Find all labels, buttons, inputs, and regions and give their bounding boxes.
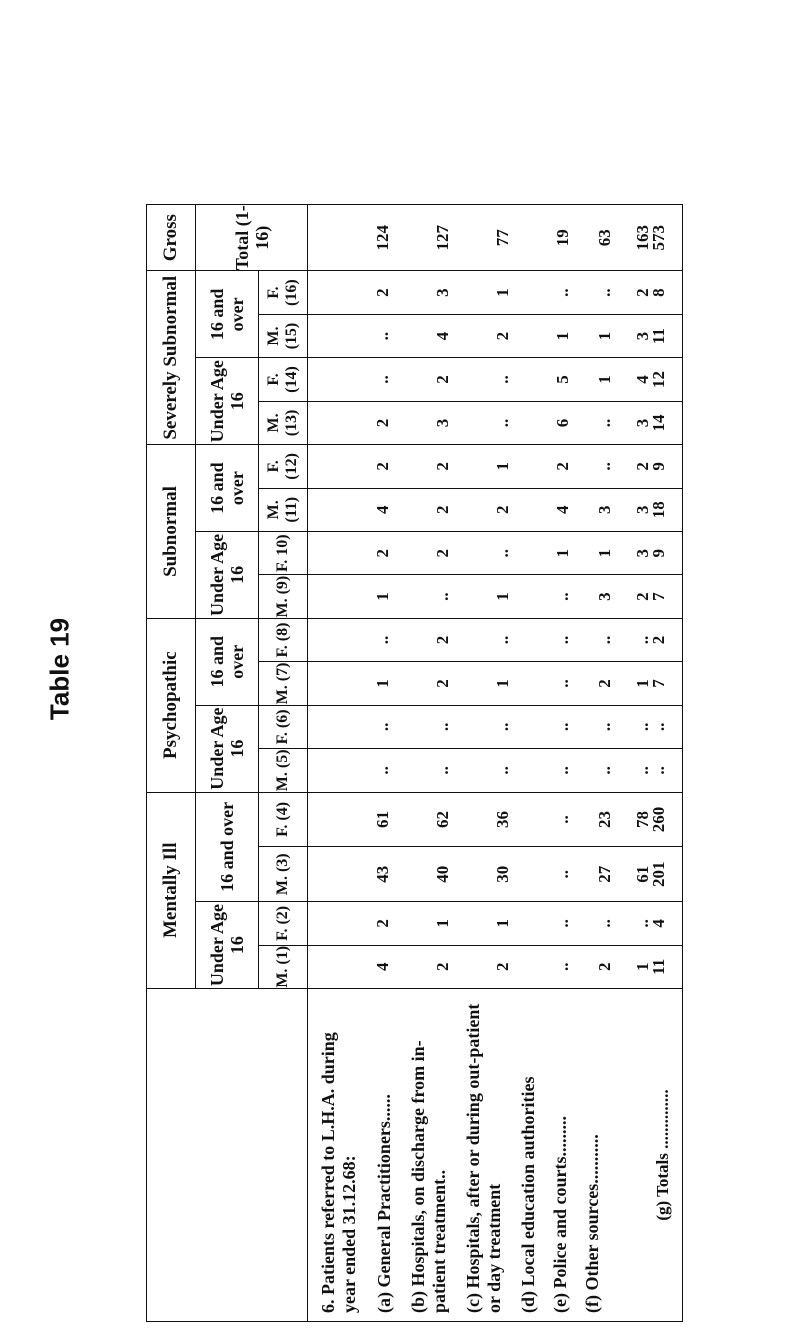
table-cell: 2 — [433, 635, 452, 645]
group-header-severely-subnormal: Severely Subnormal — [147, 271, 196, 445]
total-cell: 11 — [636, 314, 683, 357]
total-cell: 18 — [636, 488, 683, 531]
table-cell: .. — [553, 288, 572, 297]
table-cell: 2 — [433, 679, 452, 688]
total-cell: 2 — [636, 618, 683, 661]
table-cell: 2 — [595, 679, 614, 688]
table-cell: 30 — [493, 865, 512, 883]
table-cell: 61 — [633, 865, 652, 883]
data-column — [308, 358, 652, 401]
col-header: F. (8) — [259, 618, 308, 661]
table-cell: .. — [553, 592, 572, 601]
table-cell: 2 — [373, 288, 392, 297]
table-cell: .. — [553, 766, 572, 775]
data-column — [308, 749, 652, 792]
table-cell: 4 — [553, 505, 572, 515]
table-cell: 1 — [493, 462, 512, 471]
row-label-header — [147, 989, 308, 1322]
table-cell: 3 — [433, 418, 452, 428]
referrals-table-rotated — [146, 204, 683, 1322]
table-cell: 2 — [373, 462, 392, 471]
table-cell: .. — [595, 288, 614, 297]
data-column — [308, 575, 652, 618]
table-cell: .. — [633, 722, 652, 732]
total-cell: 4 — [636, 902, 683, 945]
table-cell: .. — [633, 919, 652, 928]
col-header: M. (7) — [259, 662, 308, 705]
table-cell: 3 — [595, 505, 614, 515]
row-label-title: 6. Patients referred to L.H.A. during year ended 31.12.68: — [318, 1032, 359, 1313]
total-cell: 12 — [636, 358, 683, 401]
table-cell: .. — [493, 635, 512, 645]
table-cell: .. — [373, 766, 392, 775]
table-cell: 6 — [553, 418, 572, 428]
table-cell: 1 — [595, 375, 614, 384]
row-label: (b) Hospitals, on discharge from in-patient treatment.. — [408, 1040, 449, 1313]
table-cell: 40 — [433, 865, 452, 883]
col-header: M. (5) — [259, 749, 308, 792]
total-cell: 7 — [636, 575, 683, 618]
table-cell: 2 — [633, 462, 652, 471]
data-column — [308, 401, 652, 444]
table-cell: .. — [553, 962, 572, 972]
row-label: (d) Local education authorities — [518, 1076, 538, 1313]
table-cell: .. — [493, 722, 512, 732]
table-cell: 2 — [493, 505, 512, 515]
table-cell: 3 — [633, 548, 652, 558]
total-cell: 8 — [636, 271, 683, 314]
table-cell: 2 — [433, 462, 452, 471]
table-cell: 1 — [595, 548, 614, 558]
table-cell: 2 — [373, 919, 392, 928]
table-cell: 5 — [553, 375, 572, 384]
row-labels — [308, 989, 637, 1322]
table-cell: .. — [595, 722, 614, 732]
table-cell: 78 — [633, 810, 652, 828]
age-header: 16 and over — [196, 792, 259, 902]
group-header-mentally-ill: Mentally Ill — [147, 792, 196, 988]
table-cell: 63 — [595, 229, 614, 247]
table-cell: 1 — [595, 331, 614, 341]
table-cell: .. — [633, 766, 652, 775]
table-cell: .. — [493, 548, 512, 558]
table-cell: 2 — [633, 288, 652, 297]
col-header: M. (11) — [259, 488, 308, 531]
table-cell: 36 — [493, 810, 512, 828]
table-cell: .. — [493, 418, 512, 428]
table-cell: 2 — [433, 962, 452, 972]
col-header: F. (6) — [259, 705, 308, 748]
table-cell: 3 — [633, 418, 652, 428]
referrals-table — [146, 204, 683, 1322]
table-cell: 163 — [633, 224, 652, 251]
table-cell: .. — [493, 766, 512, 775]
group-header-subnormal: Subnormal — [147, 445, 196, 619]
table-cell: .. — [595, 919, 614, 928]
row-label: (e) Police and courts......... — [550, 1116, 570, 1313]
group-header-psychopathic: Psychopathic — [147, 618, 196, 792]
table-cell: .. — [595, 635, 614, 645]
data-column — [308, 705, 652, 748]
row-label: (c) Hospitals, after or during out-patient or day treatment — [463, 1003, 504, 1313]
data-column — [308, 618, 652, 661]
col-header: F. (12) — [259, 445, 308, 488]
data-column — [308, 847, 652, 902]
col-header: F. 10) — [259, 531, 308, 574]
table-cell: 19 — [553, 229, 572, 247]
table-cell: 61 — [373, 810, 392, 828]
col-header: F. (14) — [259, 358, 308, 401]
table-cell: 1 — [633, 962, 652, 972]
data-column — [308, 205, 652, 271]
table-cell: 1 — [493, 592, 512, 601]
row-label: (f) Other sources........... — [582, 1134, 602, 1313]
table-cell: .. — [373, 722, 392, 732]
table-cell: 2 — [433, 375, 452, 384]
table-cell: .. — [595, 418, 614, 428]
table-cell: 4 — [433, 331, 452, 341]
table-cell: .. — [493, 375, 512, 384]
table-cell: .. — [553, 815, 572, 824]
data-column — [308, 314, 652, 357]
total-cell: 260 — [636, 792, 683, 847]
table-cell: .. — [373, 635, 392, 645]
table-cell: 3 — [633, 505, 652, 515]
age-header: 16 and over — [196, 271, 259, 358]
total-cell: 201 — [636, 847, 683, 902]
table-cell: 2 — [433, 505, 452, 515]
col-header: M. (13) — [259, 401, 308, 444]
table-cell: 4 — [633, 375, 652, 384]
col-header: M. (1) — [259, 945, 308, 988]
table-cell: 1 — [493, 679, 512, 688]
total-cell: 9 — [636, 531, 683, 574]
table-cell: 43 — [373, 865, 392, 883]
table-cell: .. — [373, 375, 392, 384]
total-cell: 573 — [636, 205, 683, 271]
total-cell: 9 — [636, 445, 683, 488]
table-cell: 3 — [633, 331, 652, 341]
table-cell: 1 — [373, 592, 392, 601]
col-header: F. (4) — [259, 792, 308, 847]
table-cell: 2 — [493, 962, 512, 972]
table-cell: 1 — [493, 919, 512, 928]
age-header: 16 and over — [196, 618, 259, 705]
table-cell: .. — [595, 462, 614, 471]
page-title: Table 19 — [44, 617, 75, 721]
table-cell: 27 — [595, 865, 614, 883]
table-cell: 2 — [433, 548, 452, 558]
age-header: Under Age 16 — [196, 705, 259, 792]
table-cell: .. — [553, 635, 572, 645]
row-label: (a) General Practitioners...... — [374, 1094, 394, 1313]
table-cell: 77 — [493, 229, 512, 247]
total-cell: .. — [636, 705, 683, 748]
col-header: M. (3) — [259, 847, 308, 902]
table-cell: 127 — [433, 224, 452, 251]
data-column — [308, 662, 652, 705]
table-cell: 3 — [433, 288, 452, 297]
table-cell: 1 — [433, 919, 452, 928]
table-cell: 1 — [553, 548, 572, 558]
table-cell: 1 — [493, 288, 512, 297]
table-cell: 2 — [373, 418, 392, 428]
table-cell: 1 — [633, 679, 652, 688]
age-header: Under Age 16 — [196, 531, 259, 618]
table-cell: 1 — [553, 331, 572, 341]
table-cell: 2 — [633, 592, 652, 601]
gross-header: Gross — [147, 205, 196, 271]
table-cell: 1 — [373, 679, 392, 688]
table-cell: .. — [373, 331, 392, 341]
total-cell: 14 — [636, 401, 683, 444]
table-cell: 3 — [595, 592, 614, 601]
total-cell: 11 — [636, 945, 683, 988]
col-header: M. (9) — [259, 575, 308, 618]
table-cell: .. — [633, 635, 652, 645]
table-cell: .. — [433, 592, 452, 601]
table-cell: 2 — [595, 962, 614, 972]
total-cell: .. — [636, 749, 683, 792]
col-header: F. (16) — [259, 271, 308, 314]
totals-label: (g) Totals .............. — [636, 989, 683, 1322]
table-cell: 4 — [373, 505, 392, 515]
table-cell: 23 — [595, 810, 614, 828]
age-header: Under Age 16 — [196, 902, 259, 989]
table-cell: 124 — [373, 224, 392, 251]
age-header: 16 and over — [196, 445, 259, 532]
data-column — [308, 902, 652, 945]
data-column — [308, 271, 652, 314]
table-cell: 2 — [373, 548, 392, 558]
table-cell: .. — [553, 722, 572, 732]
age-header: Under Age 16 — [196, 358, 259, 445]
table-cell: .. — [433, 766, 452, 775]
data-column — [308, 445, 652, 488]
table-cell: 4 — [373, 962, 392, 972]
table-cell: .. — [595, 766, 614, 775]
data-column — [308, 792, 652, 847]
col-header: M. (15) — [259, 314, 308, 357]
data-column — [308, 488, 652, 531]
data-column — [308, 945, 652, 988]
col-header: F. (2) — [259, 902, 308, 945]
data-column — [308, 531, 652, 574]
table-cell: 2 — [493, 331, 512, 341]
gross-total-header: Total (1-16) — [196, 205, 308, 271]
table-cell: .. — [553, 870, 572, 879]
total-cell: 7 — [636, 662, 683, 705]
table-cell: .. — [553, 679, 572, 688]
table-cell: .. — [433, 722, 452, 732]
table-cell: .. — [553, 919, 572, 928]
table-cell: 62 — [433, 810, 452, 828]
table-cell: 2 — [553, 462, 572, 471]
